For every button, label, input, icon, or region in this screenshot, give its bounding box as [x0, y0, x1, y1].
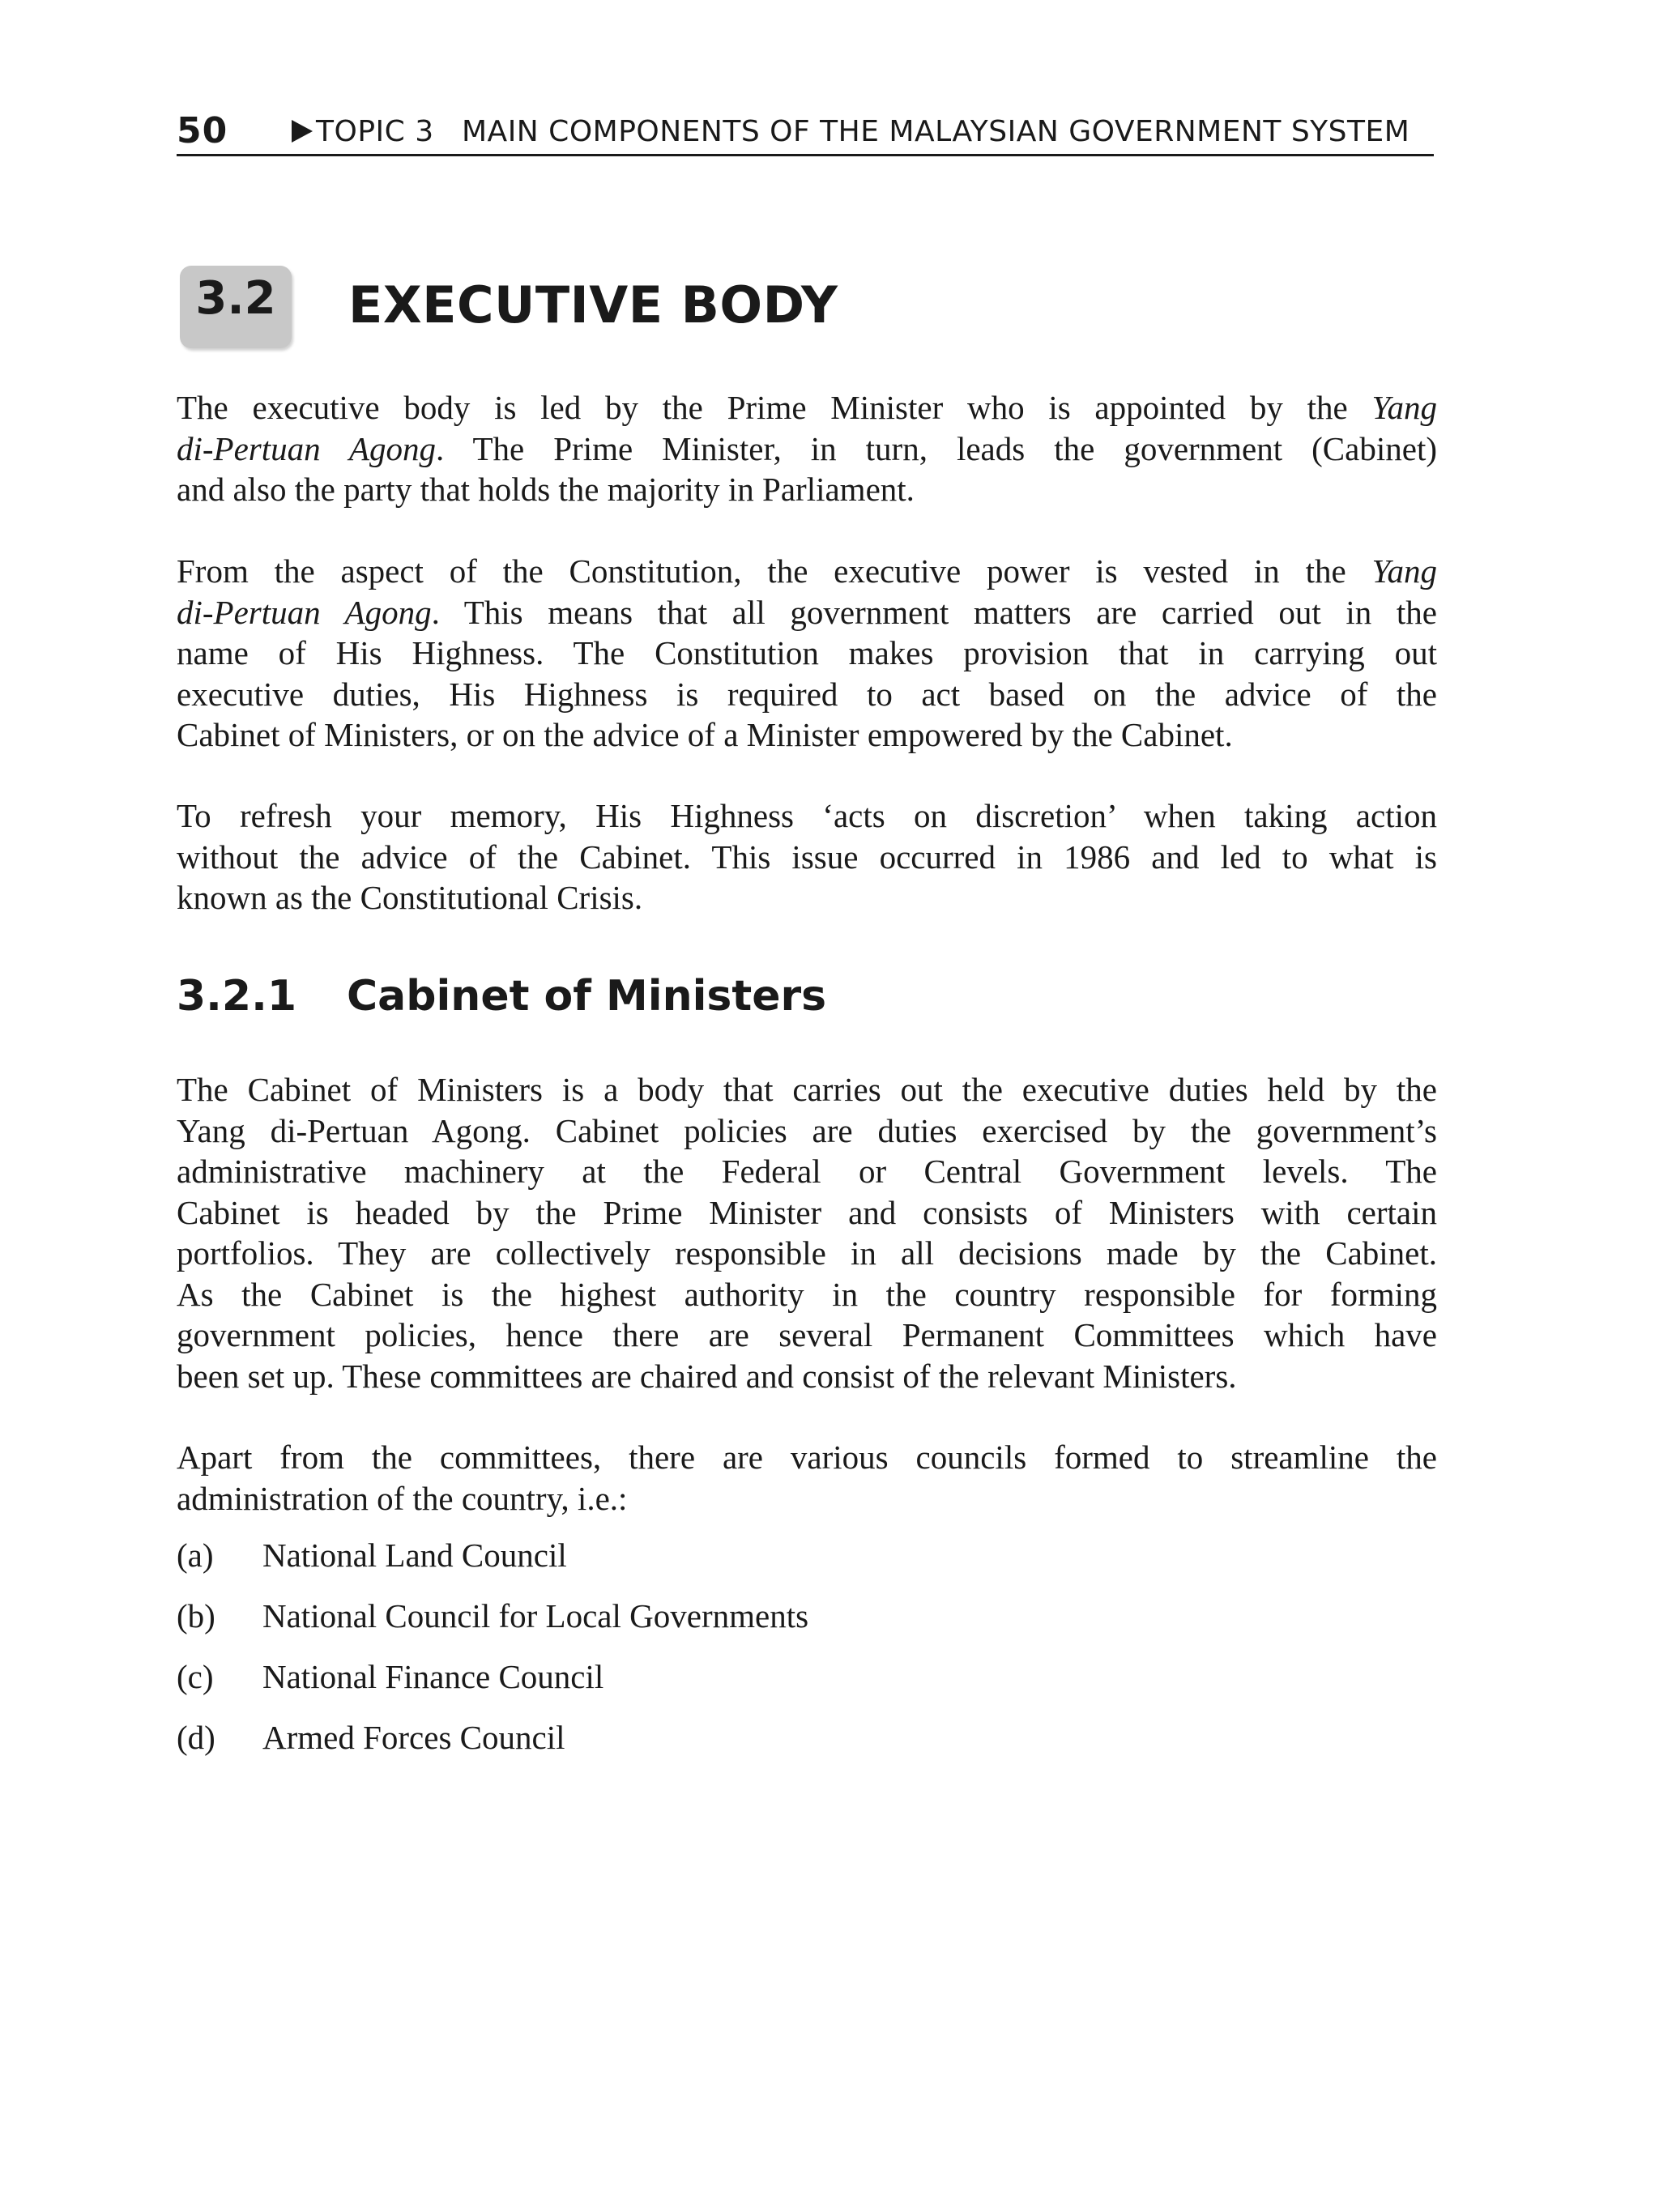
list-marker: (a) — [177, 1536, 214, 1574]
list-marker: (b) — [177, 1597, 215, 1634]
paragraph-line: As the Cabinet is the highest authority in the country responsible for forming — [177, 1275, 1437, 1313]
text-run: Cabinet of Ministers, or on the advice of a Minister empowered by the Cabinet. — [177, 716, 1233, 753]
paragraph-line: portfolios. They are collectively responsible in all decisions made by the Cabinet. — [177, 1234, 1437, 1272]
running-header — [177, 107, 1434, 156]
paragraph-line: Yang di-Pertuan Agong. Cabinet policies are duties exercised by the government’s — [177, 1111, 1437, 1149]
paragraph-1 — [177, 387, 1437, 510]
paragraph-line — [177, 592, 1437, 633]
italic-term: di-Pertuan Agong — [177, 429, 436, 467]
text-run: . This means that all government matters are carried out in the — [431, 593, 1438, 631]
list-item-text: Armed Forces Council — [262, 1719, 565, 1756]
paragraph-line — [177, 714, 1437, 756]
text-run: . The Prime Minister, in turn, leads the government (Cabinet) — [435, 429, 1437, 467]
header-topic: TOPIC 3 — [316, 115, 434, 148]
page-number: 50 — [177, 110, 228, 151]
paragraph-line: administrative machinery at the Federal or Central Government levels. The — [177, 1153, 1437, 1190]
paragraph-line — [177, 633, 1437, 674]
italic-term: di-Pertuan Agong — [177, 593, 432, 631]
text-run: name of His Highness. The Constitution makes provision that in carrying out — [177, 634, 1437, 671]
paragraph-line: administration of the country, i.e.: — [177, 1479, 628, 1517]
italic-term: Yang — [1371, 389, 1437, 426]
text-run: and also the party that holds the majority in Parliament. — [177, 471, 915, 508]
text-run: executive duties, His Highness is required to act based on the advice of the — [177, 675, 1437, 713]
section-number-badge — [180, 266, 292, 348]
list-item — [177, 1657, 1437, 1718]
paragraph-4 — [177, 1069, 1437, 1396]
section-title: EXECUTIVE BODY — [348, 275, 838, 335]
paragraph-line: known as the Constitutional Crisis. — [177, 879, 643, 916]
paragraph-line — [177, 551, 1437, 592]
list-item-text: National Land Council — [262, 1536, 567, 1574]
paragraph-5 — [177, 1437, 1437, 1519]
list-item-text: National Council for Local Governments — [262, 1597, 809, 1634]
list-marker: (d) — [177, 1719, 215, 1756]
paragraph-line: without the advice of the Cabinet. This issue occurred in 1986 and led to what is — [177, 837, 1437, 876]
text-run: From the aspect of the Constitution, the executive power is vested in the — [177, 552, 1372, 590]
paragraph-line — [177, 387, 1437, 428]
italic-term: Yang — [1371, 552, 1437, 590]
paragraph-line: Cabinet is headed by the Prime Minister and consists of Ministers with certain — [177, 1193, 1437, 1231]
text-run: The executive body is led by the Prime Minister who is appointed by the — [177, 389, 1372, 426]
paragraph-3 — [177, 795, 1437, 918]
triangle-right-icon — [292, 120, 313, 143]
paragraph-line — [177, 469, 1437, 510]
list-item — [177, 1718, 1437, 1779]
paragraph-line: Apart from the committees, there are various councils formed to streamline the — [177, 1438, 1437, 1476]
paragraph-line — [177, 428, 1437, 470]
list-item — [177, 1596, 1437, 1657]
paragraph-line: government policies, hence there are several Permanent Committees which have — [177, 1316, 1437, 1353]
section-number: 3.2 — [195, 272, 276, 325]
subsection-number: 3.2.1 — [177, 972, 297, 1021]
list-item — [177, 1536, 1437, 1596]
paragraph-2 — [177, 551, 1437, 756]
subsection-title: Cabinet of Ministers — [347, 972, 827, 1021]
header-title: MAIN COMPONENTS OF THE MALAYSIAN GOVERNMENT SYSTEM — [462, 115, 1410, 148]
paragraph-line — [177, 674, 1437, 715]
list-item-text: National Finance Council — [262, 1658, 604, 1695]
list-marker: (c) — [177, 1658, 214, 1695]
councils-list — [177, 1536, 1437, 1779]
paragraph-line: The Cabinet of Ministers is a body that carries out the executive duties held by the — [177, 1071, 1437, 1108]
paragraph-line: To refresh your memory, His Highness ‘acts on discretion’ when taking action — [177, 797, 1437, 834]
paragraph-line: been set up. These committees are chaired and consist of the relevant Ministers. — [177, 1357, 1237, 1395]
